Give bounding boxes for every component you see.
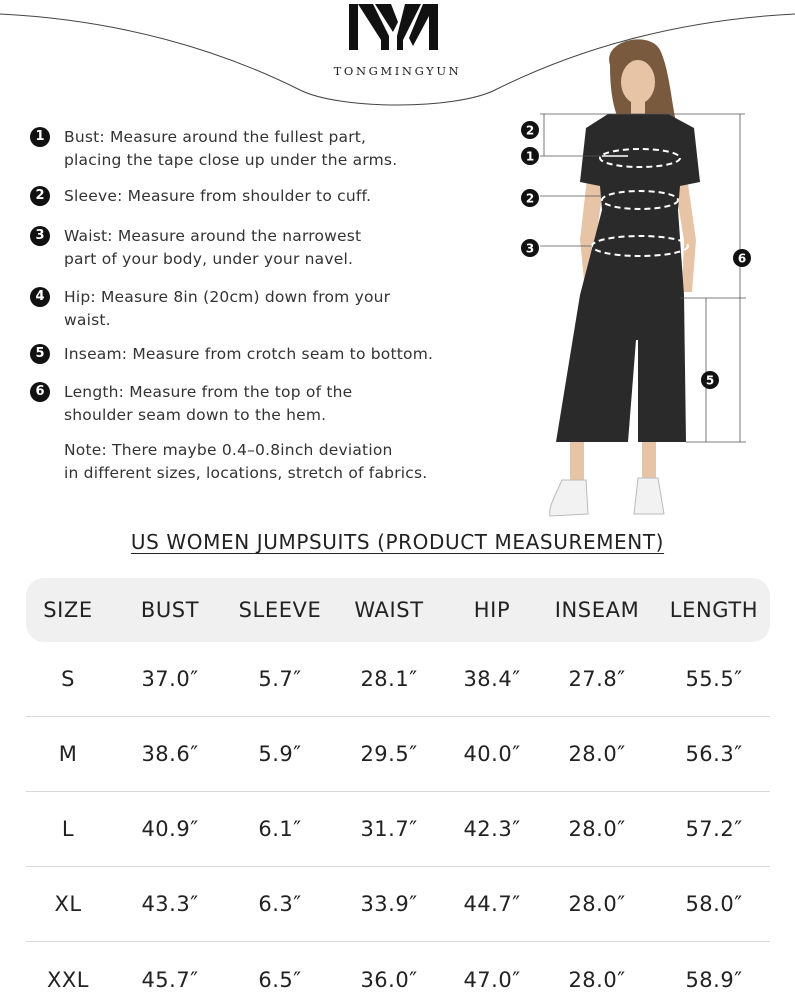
table-cell: XL	[54, 892, 82, 916]
table-title: US WOMEN JUMPSUITS (PRODUCT MEASUREMENT)	[130, 530, 665, 554]
note-text: Note: There maybe 0.4–0.8inch deviation	[64, 441, 393, 459]
marker-6-icon	[733, 249, 751, 267]
instruction-bust	[30, 126, 480, 172]
table-cell: 47.0″	[463, 967, 521, 992]
table-cell: XXL	[47, 967, 89, 992]
instruction-text: placing the tape close up under the arms.	[64, 151, 398, 169]
instruction-text: shoulder seam down to the hem.	[64, 406, 327, 424]
table-cell: 44.7″	[463, 892, 521, 916]
size-chart-table	[26, 578, 770, 1000]
table-cell: 38.6″	[141, 742, 199, 766]
table-cell: 6.1″	[258, 817, 302, 841]
table-cell: 55.5″	[685, 667, 743, 691]
table-cell: 36.0″	[360, 967, 418, 992]
number-6-icon: 6	[30, 382, 50, 402]
table-cell: 31.7″	[360, 817, 418, 841]
table-cell: 6.3″	[258, 892, 302, 916]
instruction-sleeve	[30, 185, 480, 208]
table-cell: M	[58, 742, 78, 766]
table-row	[26, 867, 770, 942]
deviation-note	[64, 439, 484, 485]
note-text: in different sizes, locations, stretch of fabrics.	[64, 464, 428, 482]
table-cell: 58.0″	[685, 892, 743, 916]
table-cell: 40.9″	[141, 817, 199, 841]
table-cell: 28.1″	[360, 667, 418, 691]
number-2-icon: 2	[30, 186, 50, 206]
table-cell: 57.2″	[685, 817, 743, 841]
marker-1-icon	[521, 147, 539, 165]
marker-3-icon	[521, 239, 539, 257]
table-cell: 28.0″	[568, 817, 626, 841]
table-cell: S	[61, 667, 75, 691]
svg-text:5: 5	[705, 373, 715, 388]
header-waist: WAIST	[354, 598, 424, 622]
table-row	[26, 792, 770, 867]
marker-2-icon	[521, 189, 539, 207]
brand-logo-icon	[347, 2, 449, 52]
table-cell: 27.8″	[568, 667, 626, 691]
table-cell: 6.5″	[258, 967, 302, 992]
table-header-row	[26, 578, 770, 642]
instruction-hip	[30, 286, 480, 332]
brand-name: TONGMINGYUN	[333, 64, 462, 78]
svg-text:1: 1	[525, 149, 535, 164]
svg-text:2: 2	[525, 123, 535, 138]
number-4-icon: 4	[30, 287, 50, 307]
header-hip: HIP	[473, 598, 511, 622]
svg-text:2: 2	[525, 191, 535, 206]
table-row	[26, 642, 770, 717]
number-3-icon: 3	[30, 226, 50, 246]
table-cell: 5.9″	[258, 742, 302, 766]
instruction-text: part of your body, under your navel.	[64, 250, 354, 268]
svg-text:3: 3	[525, 241, 535, 256]
header-sleeve: SLEEVE	[238, 598, 322, 622]
table-cell: 5.7″	[258, 667, 302, 691]
header-inseam: INSEAM	[554, 598, 640, 622]
number-1-icon: 1	[30, 127, 50, 147]
instruction-inseam	[30, 343, 480, 366]
table-cell: 37.0″	[141, 667, 199, 691]
instruction-waist	[30, 225, 480, 271]
table-cell: 28.0″	[568, 892, 626, 916]
table-cell: 42.3″	[463, 817, 521, 841]
svg-text:6: 6	[737, 251, 747, 266]
instruction-text: Hip: Measure 8in (20cm) down from your	[64, 288, 391, 306]
table-cell: 29.5″	[360, 742, 418, 766]
instruction-text: Waist: Measure around the narrowest	[64, 227, 362, 245]
table-row	[26, 717, 770, 792]
table-cell: 45.7″	[141, 967, 199, 992]
model-measurement-illustration	[510, 30, 780, 530]
instruction-length	[30, 381, 480, 427]
table-row	[26, 942, 770, 1000]
marker-2-icon	[521, 121, 539, 139]
table-cell: 40.0″	[463, 742, 521, 766]
table-cell: 43.3″	[141, 892, 199, 916]
header-size: SIZE	[43, 598, 93, 622]
table-cell: 33.9″	[360, 892, 418, 916]
table-cell: 28.0″	[568, 742, 626, 766]
number-5-icon: 5	[30, 344, 50, 364]
instruction-text: waist.	[64, 311, 111, 329]
marker-5-icon	[701, 371, 719, 389]
instruction-text: Inseam: Measure from crotch seam to bottom.	[64, 345, 434, 363]
header-length: LENGTH	[669, 598, 759, 622]
table-cell: 58.9″	[685, 967, 743, 992]
instruction-text: Length: Measure from the top of the	[64, 383, 353, 401]
header-bust: BUST	[140, 598, 200, 622]
table-cell: L	[61, 817, 75, 841]
table-cell: 28.0″	[568, 967, 626, 992]
table-cell: 38.4″	[463, 667, 521, 691]
table-cell: 56.3″	[685, 742, 743, 766]
instruction-text: Sleeve: Measure from shoulder to cuff.	[64, 187, 372, 205]
instruction-text: Bust: Measure around the fullest part,	[64, 128, 367, 146]
